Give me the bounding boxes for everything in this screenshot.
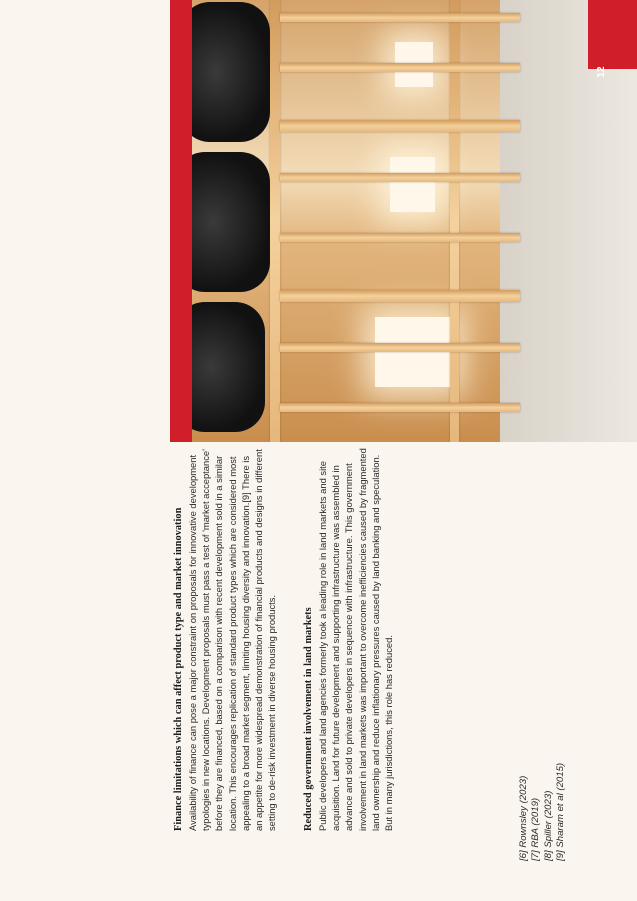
- photo-stud: [280, 233, 520, 242]
- house-framing-photo: [170, 0, 637, 442]
- reference-item: [6] Rownsley (2023): [518, 775, 529, 861]
- photo-window: [375, 317, 453, 387]
- photo-stud: [280, 13, 520, 22]
- section-finance-limitations: [172, 447, 278, 831]
- reference-item: [9] Sharam et al (2015): [555, 762, 567, 861]
- photo-stud: [280, 120, 520, 132]
- photo-insulation: [180, 2, 270, 142]
- reference-item: [7] RBA (2019): [530, 797, 542, 861]
- photo-window: [390, 157, 435, 212]
- references-list: [518, 763, 568, 861]
- photo-stud: [280, 290, 520, 302]
- section-body: Public developers and land agencies formerly took a leading role in land markets and site acquisition. Land for future development and supporting infrastructure was assembled in advance and sold to private developers in sequence with infrastructure. This government involvement in land markets was important to overcome inefficiencies caused by fragmented land ownership and reduce inflationary pressures caused by land banking and speculation. But in many jurisdictions, this role has reduced.: [317, 448, 395, 831]
- photo-stud: [280, 63, 520, 72]
- photo-stud: [280, 343, 520, 352]
- page-number: 12: [596, 66, 607, 78]
- section-heading: Reduced government involvement in land markets: [303, 607, 314, 831]
- photo-beam: [270, 0, 280, 442]
- reference-item: [8] Spiller (2023): [542, 790, 554, 861]
- section-government-involvement: [302, 447, 395, 831]
- photo-stud: [280, 173, 520, 182]
- section-body: Availability of finance can pose a major constraint on proposals for innovative development typologies in new locations. Development proposals must pass a test of 'market acceptance' before they are financed, based on a comparison with recent development sold in a similar location. This encourages replication of standard product types which are considered most appealing to a broad market segment, limiting housing diversity and innovation.[9] There is an appetite for more widespread demonstration of financial products and designs in different setting to de-risk investment in diverse housing products.: [187, 449, 278, 831]
- photo-stud: [280, 403, 520, 412]
- section-heading: Finance limitations which can affect product type and market innovation: [173, 507, 184, 831]
- photo-accent-bar: [170, 0, 192, 442]
